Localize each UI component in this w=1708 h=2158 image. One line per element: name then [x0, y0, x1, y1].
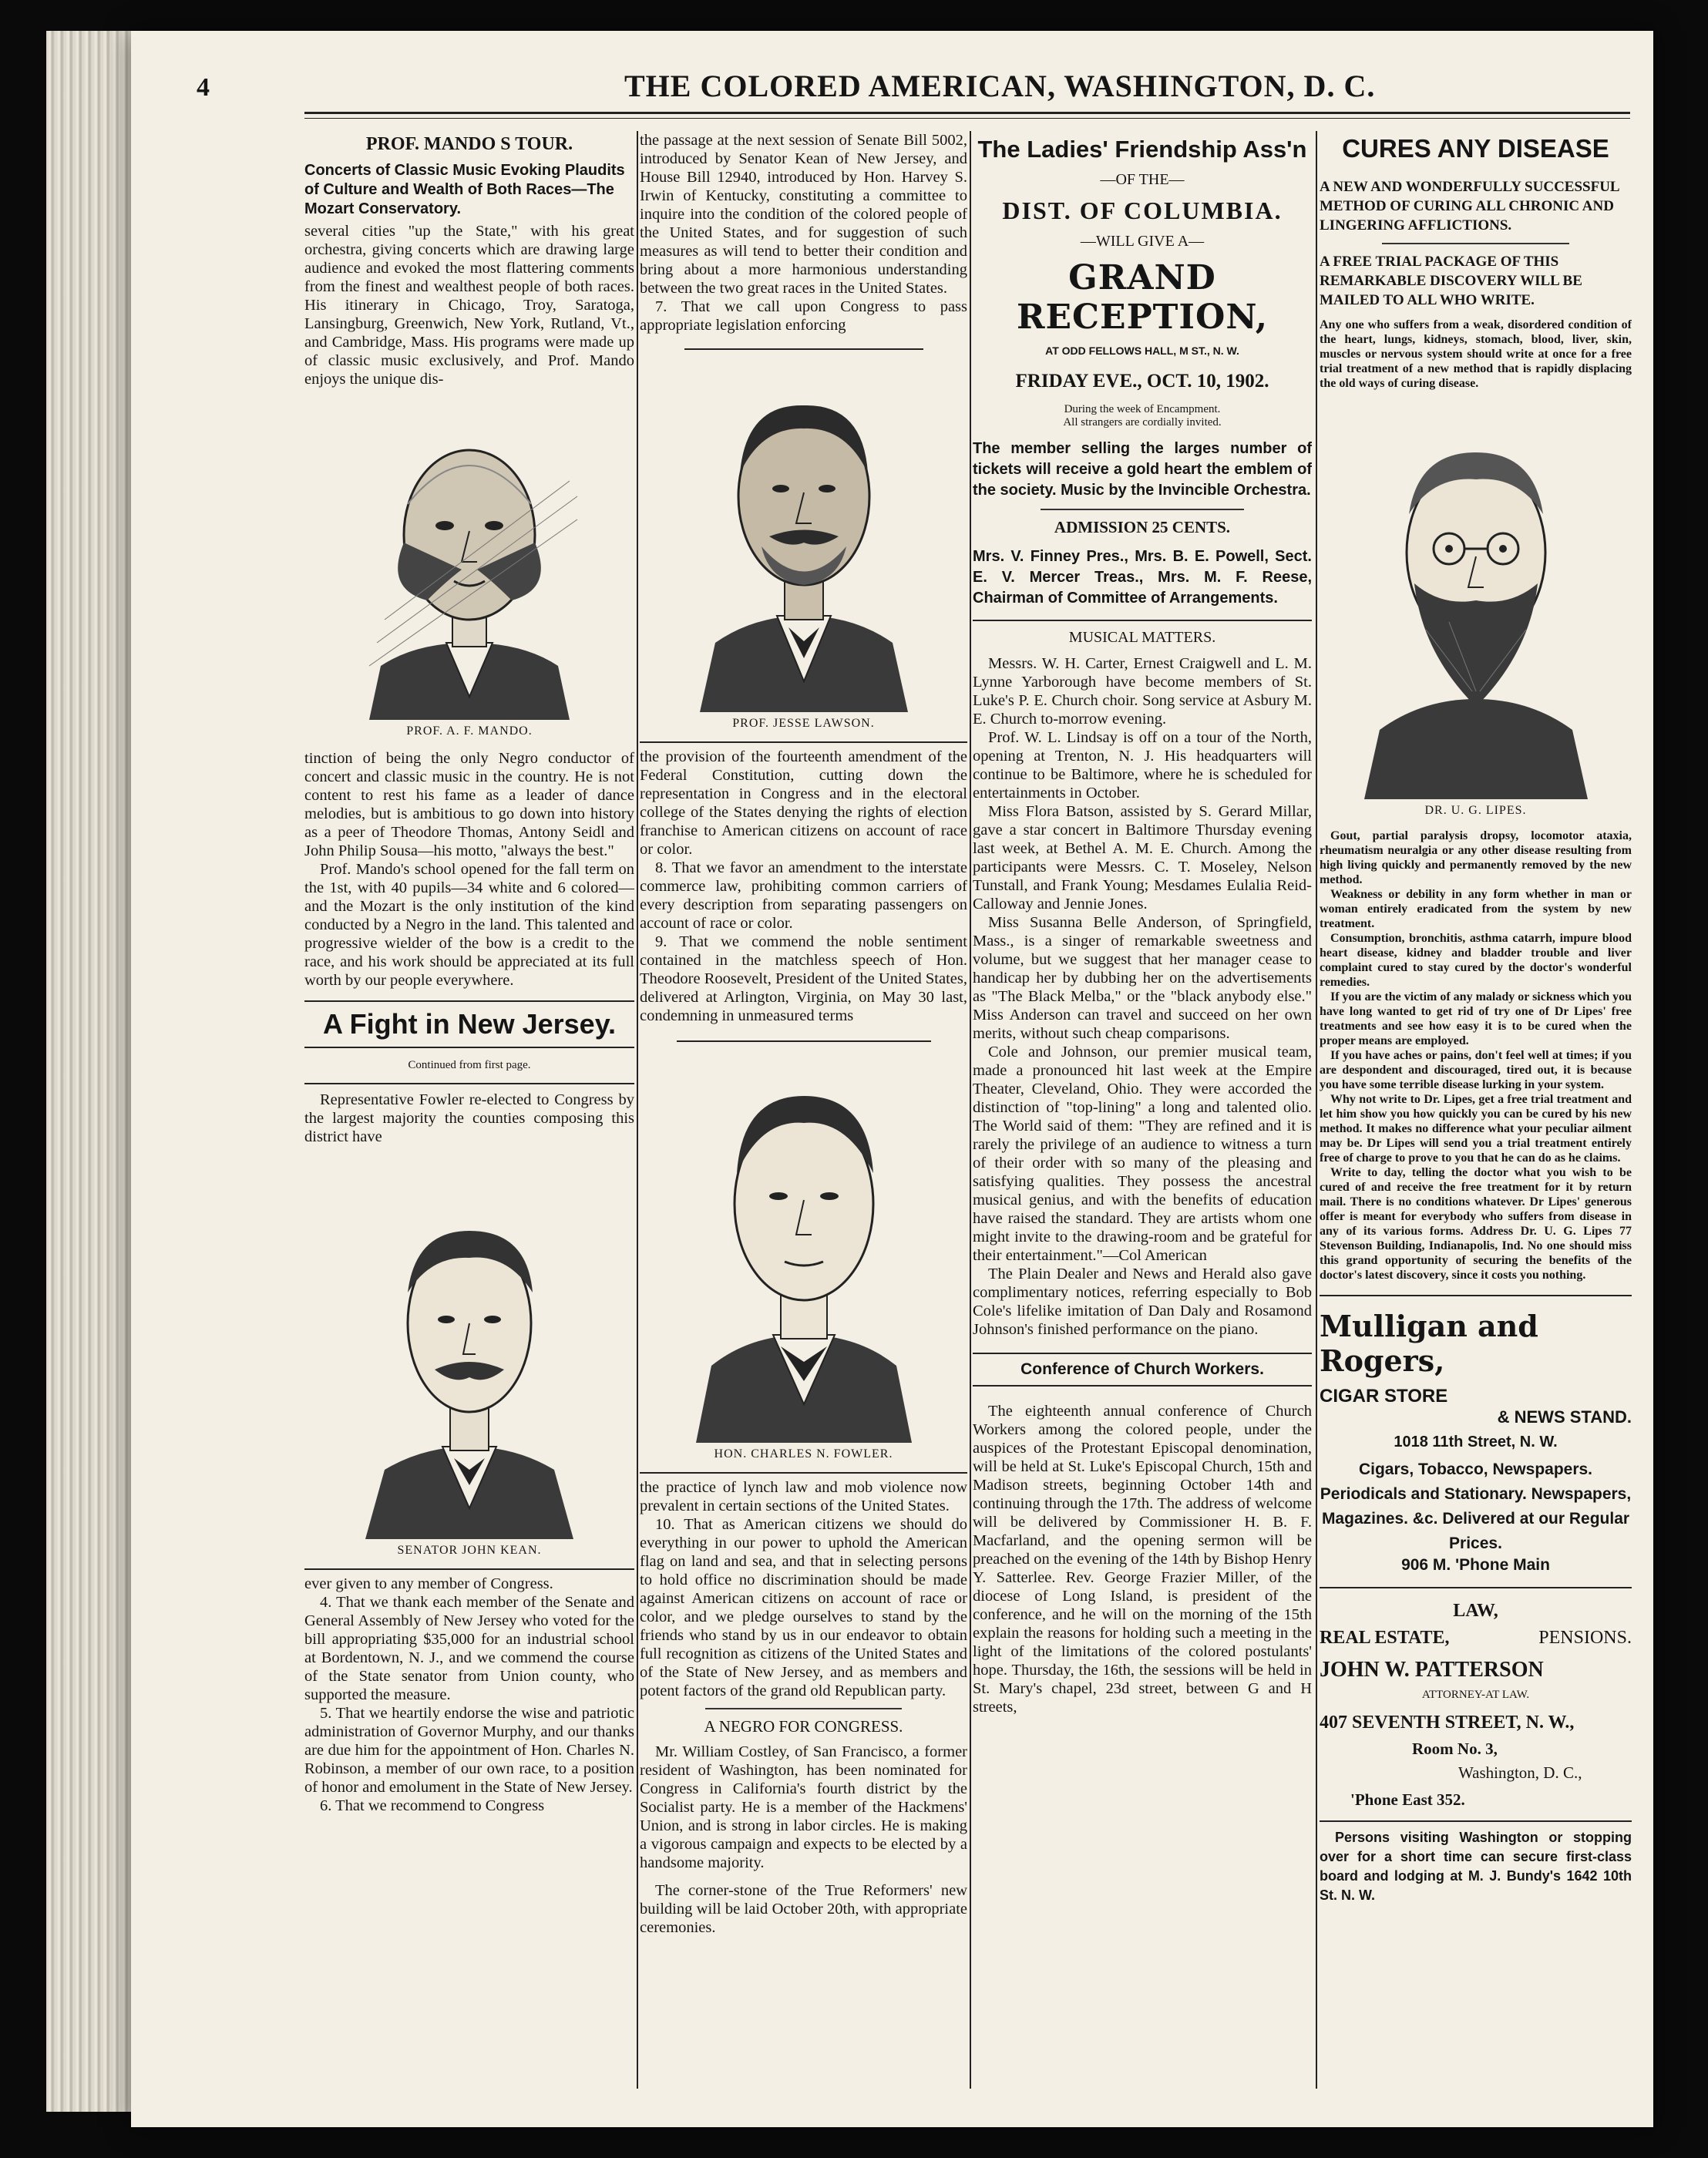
article-paragraph: 6. That we recommend to Congress [320, 1797, 545, 1814]
column-divider [970, 131, 971, 2089]
room-text: Room No. 3, [1412, 1740, 1498, 1758]
patterson-address: 407 SEVENTH STREET, N. W., [1320, 1713, 1575, 1733]
article-paragraph: The eighteenth annual conference of Church Workers among the colored people, under the auspices of the Protestant Episcopal denomination, will be held at St. Luke's Episcopal Church, 15th and Madison streets, beginning October 14th and continuing through the 17th. The address of welcome will be delivered by Commissioner H. B. F. Macfarland, and the opening sermon will be preached on the evening of the 14th by Bishop Henry Y. Satterlee. Rev. George Frazier Miller, of the diocese of Long Island, is president of the conference, and he will on the morning of the 15th explain the reasons for holding such a meeting in the light of the limitations of the colored postulants' hope. Thursday, the 16th, the sessions will be held in St. Mary's chapel, 23d street, between G and H streets, [973, 1403, 1312, 1716]
article-paragraph: 10. That as American citizens we should do everything in our power to uphold the American flag on land and sea, and that in selecting persons to hold office no discrimination should be made against American citizens on account of race or color, and we pledge ourselves to stand by the friends who stand by us in our endeavor to obtain full recognition as citizens of the United States and of the State of New Jersey, and as members and potent factors of the grand old Republican party. [640, 1516, 967, 1699]
article-paragraph: the practice of lynch law and mob violence now prevalent in certain sections of the United States. [640, 1472, 967, 1515]
caption-lawson: PROF. JESSE LAWSON. [732, 717, 875, 730]
member-text: The member selling the larges number of tickets will receive a gold heart the emblem of the society. Music by the Invincible Orchestra. [973, 440, 1312, 499]
mando-subhead: Concerts of Classic Music Evoking Plaudits of Culture and Wealth of Both Races—The Mozart Conservatory. [304, 162, 625, 217]
masthead-rule [304, 112, 1630, 114]
article-paragraph: The Plain Dealer and News and Herald also gave complimentary notices, referring especially to Bob Cole's lifelike imitation of Dan Daly and Rosamond Johnson's finished performance on the piano. [973, 1266, 1312, 1338]
fight-headline: A Fight in New Jersey. [322, 1008, 617, 1040]
new-method-text: A NEW AND WONDERFULLY SUCCESSFUL METHOD OF CURING ALL CHRONIC AND LINGERING AFFLICTIONS. [1320, 179, 1619, 234]
article-paragraph: Mr. William Costley, of San Francisco, a former resident of Washington, has been nominated for Congress in California's fourth district by the Socialist party. He is a member of the Hackmens' Union, and is strong in labor circles. He is making a vigorous campaign and expects to be elected by a handsome majority. [640, 1743, 967, 1871]
cigar-store-text: CIGAR STORE [1320, 1386, 1448, 1407]
church-workers-headline: Conference of Church Workers. [1020, 1360, 1264, 1378]
will-give-text: —WILL GIVE A— [1080, 233, 1205, 250]
column-4 [1320, 131, 1632, 2096]
portrait-lawson [684, 348, 923, 712]
caption-fowler: HON. CHARLES N. FOWLER. [714, 1447, 893, 1461]
cigar-address: 1018 11th Street, N. W. [1394, 1434, 1558, 1450]
law-text: LAW, [1453, 1601, 1498, 1621]
article-paragraph: the provision of the fourteenth amendment of the Federal Constitution, cutting down the representation in Congress and in the electoral college of the States denying the rights of election franchise to American citizens on account of race or color. [640, 741, 967, 859]
patterson-name: JOHN W. PATTERSON [1320, 1658, 1544, 1682]
column-2 [640, 131, 967, 2096]
real-estate-text: REAL ESTATE, [1320, 1628, 1450, 1648]
venue-text: AT ODD FELLOWS HALL, M ST., N. W. [1045, 345, 1239, 357]
phone-main: 906 M. 'Phone Main [1401, 1556, 1550, 1574]
district-title: DIST. OF COLUMBIA. [1002, 197, 1283, 224]
portrait-fowler [677, 1040, 931, 1443]
column-divider [1316, 131, 1317, 2089]
boarding-ad: Persons visiting Washington or stopping over for a short time can secure first-class board and lodging at M. J. Bundy's 1642 10th St. N. W. [1320, 1830, 1632, 1903]
of-the-text: —OF THE— [1100, 171, 1185, 188]
page-number: 4 [197, 73, 210, 102]
column-divider [637, 131, 638, 2089]
article-paragraph: 9. That we commend the noble sentiment contained in the matchless speech of Hon. Theodore Roosevelt, President of the United States, delivered at Arlington, Virginia, on May 30 last, condemning in unmeasured terms [640, 933, 967, 1024]
negro-congress-headline: A NEGRO FOR CONGRESS. [704, 1717, 903, 1736]
article-paragraph: Prof. W. L. Lindsay is off on a tour of the North, opening at Trenton, N. J. His headquarters will continue to be Baltimore, where he is scheduled for entertainments in October. [973, 729, 1312, 802]
portrait-lipes [1349, 398, 1603, 799]
event-date: FRIDAY EVE., OCT. 10, 1902. [1015, 371, 1269, 392]
caption-lipes: DR. U. G. LIPES. [1424, 804, 1527, 817]
portrait-mando [354, 388, 585, 720]
free-trial-text: A FREE TRIAL PACKAGE OF THIS REMARKABLE DISCOVERY WILL BE MAILED TO ALL WHO WRITE. [1320, 254, 1582, 308]
article-paragraph: 8. That we favor an amendment to the interstate commerce law, prohibiting common carriers of every description from separating passengers on account of race or color. [640, 859, 967, 932]
washington-text: Washington, D. C., [1458, 1763, 1582, 1782]
ladies-assn-title: The Ladies' Friendship Ass'n [977, 136, 1307, 163]
ad-paragraph: Any one who suffers from a weak, disordered condition of the heart, lungs, kidneys, stomach, blood, liver, skin, muscles or nervous system should write at once for a free trial treatment of a new method that is rapidly displacing the old ways of curing disease. [1320, 318, 1632, 390]
ad-paragraph: Weakness or debility in any form whether in man or woman entirely eradicated from the system by new treatment. [1320, 888, 1632, 930]
ad-paragraph: Consumption, bronchitis, asthma catarrh, impure blood heart disease, kidney and bladder trouble and liver complaint cured to stay cured by the doctor's wonderful remedies. [1320, 932, 1632, 989]
caption-kean: SENATOR JOHN KEAN. [397, 1544, 542, 1557]
article-paragraph: Prof. Mando's school opened for the fall term on the 1st, with 40 pupils—34 white and 6 colored—and the Mozart is the only institution of the kind conducted by a Negro in the land. This talented and progressive wielder of the bow is a credit to the race, and his work should be appreciated at its full worth by our people everywhere. [304, 861, 634, 989]
article-paragraph: 4. That we thank each member of the Senate and General Assembly of New Jersey who voted for the bill appropriating $35,000 for an industrial school at Bordentown, N. J., and we commend the course of the State senator from Union county, who supported the measure. [304, 1594, 634, 1703]
article-paragraph: Miss Flora Batson, assisted by S. Gerard Millar, gave a star concert in Baltimore Thursday evening last week, at Bethel A. M. E. Church. Among the participants were Messrs. C. T. Moseley, Nelson Tunstall, and Frank Young; Mesdames Eulalia Reid-Calloway and Jennie Jones. [973, 803, 1312, 913]
caption-mando: PROF. A. F. MANDO. [406, 724, 533, 738]
during-text: During the week of Encampment. [1064, 403, 1221, 415]
musical-matters-headline: MUSICAL MATTERS. [1068, 629, 1216, 646]
article-paragraph: The corner-stone of the True Reformers' new building will be laid October 20th, with appropriate ceremonies. [640, 1882, 967, 1936]
column-3 [973, 131, 1312, 2096]
strangers-text: All strangers are cordially invited. [1063, 416, 1222, 429]
article-paragraph: Messrs. W. H. Carter, Ernest Craigwell and L. M. Lynne Yarborough have become members of St. Luke's P. E. Church choir. Song service at Asbury M. E. Church to-morrow evening. [973, 655, 1312, 728]
article-paragraph: ever given to any member of Congress. [304, 1568, 634, 1593]
masthead-rule-thin [304, 118, 1630, 119]
article-paragraph: Cole and Johnson, our premier musical team, made a pronounced hit last week at the Empire Theater, Cleveland, Ohio. They were accorded the distinction of "top-lining" a long and talented olio. The World said of them: "They are refined and it is rarely the privilege of an audience to witness a turn of their order with so many of the pleasing and satisfying qualities. They possess the ancestral musical genius, and with the benefits of education have raised the standard. They are artists whom one might invite to the drawing-room and be grateful for their entertainment."—Col American [973, 1044, 1312, 1264]
mando-headline: PROF. MANDO S TOUR. [365, 134, 573, 154]
ad-paragraph: Why not write to Dr. Lipes, get a free trial treatment and let him show you how quickly you can be cured by his new method. It makes no difference what your peculiar ailment may be. Dr Lipes will send you a trial treatment entirely free of charge to prove to you that he can do as he claims. [1320, 1093, 1632, 1165]
column-1 [304, 131, 634, 2096]
phone-east: 'Phone East 352. [1350, 1790, 1465, 1809]
article-paragraph: 7. That we call upon Congress to pass appropriate legislation enforcing [640, 298, 967, 334]
ad-paragraph: If you are the victim of any malady or sickness which you have long wanted to get rid of try one of Dr Lipes' free treatments and see how easy it is to be cured when the proper means are employed. [1320, 990, 1632, 1047]
cigars-text: Cigars, Tobacco, Newspapers. Periodicals and Stationary. Newspapers, Magazines. &c. Delivered at our Regular Prices. [1320, 1461, 1632, 1552]
article-paragraph: Representative Fowler re-elected to Congress by the largest majority the counties composing this district have [304, 1083, 634, 1146]
masthead: THE COLORED AMERICAN, WASHINGTON, D. C. [624, 69, 1376, 103]
officers-text: Mrs. V. Finney Pres., Mrs. B. E. Powell, Sect. E. V. Mercer Treas., Mrs. M. F. Reese, Chairman of Committee of Arrangements. [973, 548, 1312, 607]
attorney-text: ATTORNEY-AT LAW. [1421, 1689, 1530, 1701]
continued-note: Continued from first page. [408, 1059, 531, 1071]
pensions-text: PENSIONS. [1538, 1628, 1632, 1648]
article-paragraph: the passage at the next session of Senate Bill 5002, introduced by Senator Kean of New Jersey, and House Bill 12940, introduced by Hon. Harvey S. Irwin of Kentucky, constituting a committee to inquire into the condition of the colored people of the United States, and for suggestion of such measures as will tend to better their condition and bring about a more harmonious understanding between the two great races in the United States. [640, 132, 967, 297]
grand-reception-title: GRAND RECEPTION, [1016, 258, 1269, 337]
ad-paragraph: If you have aches or pains, don't feel well at times; if you are despondent and discouraged, tired out, it is because you have some terrible disease lurking in your system. [1320, 1049, 1632, 1091]
news-stand-text: & NEWS STAND. [1497, 1407, 1632, 1427]
ad-paragraph: Write to day, telling the doctor what you wish to be cured of and receive the free treatment for it by return mail. There is no conditions whatever. Dr Lipes' generous offer is meant for everybody who suffers from disease in any of its various forms. Address Dr. U. G. Lipes 77 Stevenson Building, Indianapolis, Ind. No one should miss this grand opportunity of securing the benefits of the doctor's latest discovery, since it costs you nothing. [1320, 1166, 1632, 1282]
cures-headline: CURES ANY DISEASE [1342, 134, 1609, 163]
portrait-kean [354, 1161, 585, 1539]
article-paragraph: 5. That we heartily endorse the wise and patriotic administration of Governor Murphy, and our thanks are due him for the appointment of Hon. Charles N. Robinson, a member of our own race, to a position of honor and emolument in the State of New Jersey. [304, 1705, 634, 1796]
article-paragraph: tinction of being the only Negro conductor of concert and classic music in the country. He is not content to rest his fame as a leader of dance melodies, but is ambitious to go down into history as a peer of Theodore Thomas, Antony Seidl and John Philip Sousa—his motto, "always the best." [304, 750, 634, 859]
admission-text: ADMISSION 25 CENTS. [1054, 518, 1231, 536]
article-paragraph: Miss Susanna Belle Anderson, of Springfield, Mass., is a singer of remarkable sweetness and volume, but we suggest that her manager cease to handicap her by dubbing her on the advertisements as "The Black Melba," or the "black anybody else." Miss Anderson can travel and succeed on her own merits, without such cheap comparisons. [973, 914, 1312, 1042]
mulligan-rogers-title: Mulligan and Rogers, [1320, 1309, 1538, 1378]
ad-paragraph: Gout, partial paralysis dropsy, locomotor ataxia, rheumatism neuralgia or any other disease resulting from high living quickly and permanently removed by the new method. [1320, 829, 1632, 886]
article-paragraph: several cities "up the State," with his great orchestra, giving concerts which are drawing large audience and evoked the most flattering comments from the finest and wealthest people of both races. His itinerary in Chicago, Troy, Saratoga, Lansingburg, Greenwich, New York, Rutland, Vt., and Cambridge, Mass. His programs were made up of classic music exclusively, and Prof. Mando enjoys the unique dis- [304, 223, 634, 388]
